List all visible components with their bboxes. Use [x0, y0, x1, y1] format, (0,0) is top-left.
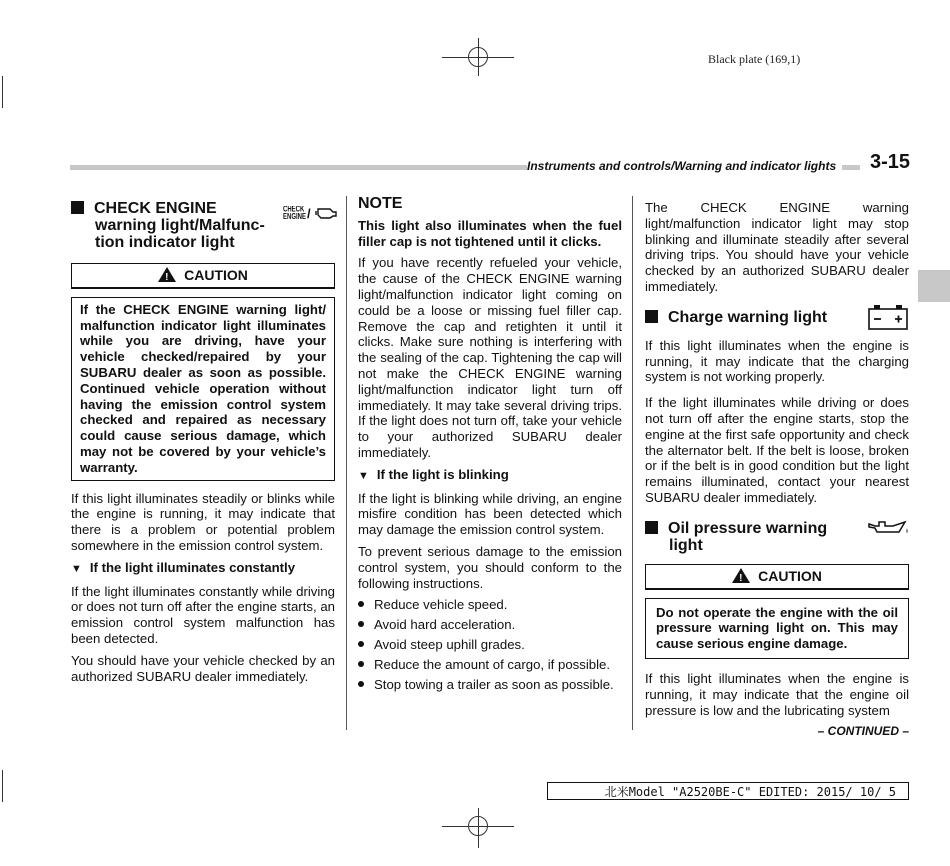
column-3	[645, 200, 909, 740]
paragraph: The CHECK ENGINE warning light/malfunction indicator light may stop blinking and illuminate steadily after several driving trips. You should have your vehicle checked by an authorized SUBARU dealer immediately.	[645, 200, 909, 294]
subheading: ▼ If the light illuminates constantly	[71, 560, 335, 578]
subheading: ▼ If the light is blinking	[358, 467, 622, 485]
plate-label: Black plate (169,1)	[708, 52, 801, 66]
engine-icon	[315, 206, 337, 220]
paragraph: If this light illuminates steadily or blinks while the engine is running, it may indicate that there is a problem or potential problem somewhere in the emission control system.	[71, 490, 335, 553]
paragraph: To prevent serious damage to the emission control system, you should conform to the following instructions.	[358, 543, 622, 591]
continued-label: – CONTINUED –	[817, 724, 909, 739]
section-title: Instruments and controls/Warning and indicator lights	[527, 159, 842, 173]
paragraph: If the light illuminates constantly while driving or does not turn off after the engine starts, an emission control system malfunction has been detected.	[71, 583, 335, 646]
crop-mark	[2, 770, 3, 802]
triangle-bullet-icon: ▼	[358, 469, 369, 482]
paragraph: If the light is blinking while driving, an engine misfire condition has been detected which may damage the emission control system.	[358, 490, 622, 538]
note-paragraph: If you have recently refueled your vehicle, the cause of the CHECK ENGINE warning light/malfunction indicator light coming on could be a loose or missing fuel filler cap. Remove the cap and retighten it until it clicks. Make sure nothing is interfering with the sealing of the cap. Tightening the cap will not make the CHECK ENGINE warning light/malfunction indicator light turn off immediately. It may take several driving trips. If the light does not turn off, take your vehicle to your authorized SUBARU dealer immediately.	[358, 255, 622, 460]
column-2	[358, 196, 622, 696]
section-marker-icon	[71, 201, 84, 214]
bullet-icon	[358, 601, 364, 607]
list-item: Stop towing a trailer as soon as possible.	[358, 677, 622, 693]
note-bold: This light also illuminates when the fuel filler cap is not tightened until it clicks.	[358, 217, 622, 249]
registration-mark	[468, 47, 488, 67]
list-item: Avoid steep uphill grades.	[358, 637, 622, 653]
note-title: NOTE	[358, 195, 403, 212]
check-engine-icon: CHECK ENGINE	[283, 206, 307, 222]
column-1	[71, 200, 335, 690]
chapter-tab	[918, 270, 950, 302]
oil-pressure-heading: Oil pressure warning light	[645, 520, 909, 554]
paragraph: If the light illuminates while driving or does not turn off after the engine starts, stop the engine at the first safe opportunity and check the alternator belt. If the belt is loose, broken or if the belt is in good condition but the light remains illuminated, contact your nearest SUBARU dealer immediately.	[645, 395, 909, 505]
caution-text: If the CHECK ENGINE warning light/ malfunction indicator light illuminates while you are driving, have your vehicle checked/repaired by your SUBARU dealer as soon as possible. Continued vehicle operation without having the emission control system checked and repaired as necessary could cause serious damage, which may not be covered by your vehicle’s warranty.	[71, 297, 335, 481]
check-engine-heading: CHECK ENGINE warning light/Malfunc- tion indicator light CHECK ENGINE /	[71, 200, 335, 251]
battery-icon	[867, 303, 909, 331]
crop-mark	[2, 76, 3, 108]
caution-title: ! CAUTION	[72, 264, 334, 288]
charge-heading: Charge warning light	[645, 309, 909, 326]
bullet-icon	[358, 621, 364, 627]
caution-text: Do not operate the engine with the oil pressure warning light on. This may cause serious engine damage.	[645, 598, 909, 659]
list-item: Reduce the amount of cargo, if possible.	[358, 657, 622, 673]
caution-title: ! CAUTION	[646, 565, 908, 589]
caution-box	[645, 564, 909, 590]
warning-triangle-icon: !	[158, 267, 176, 282]
caution-box	[71, 263, 335, 289]
paragraph: You should have your vehicle checked by an authorized SUBARU dealer immediately.	[71, 652, 335, 684]
section-marker-icon	[645, 310, 658, 323]
bullet-icon	[358, 681, 364, 687]
list-item: Reduce vehicle speed.	[358, 597, 622, 613]
page-number: 3-15	[870, 151, 911, 173]
bullet-icon	[358, 661, 364, 667]
edition-footer: 北米Model "A2520BE-C" EDITED: 2015/ 10/ 5	[547, 782, 909, 800]
oil-can-icon	[867, 516, 911, 538]
registration-mark	[468, 816, 488, 836]
column-rule	[346, 196, 347, 730]
column-rule	[632, 196, 633, 730]
list-item: Avoid hard acceleration.	[358, 617, 622, 633]
warning-triangle-icon: !	[732, 568, 750, 583]
paragraph: If this light illuminates when the engine is running, it may indicate that the charging system is not working properly.	[645, 337, 909, 385]
triangle-bullet-icon: ▼	[71, 562, 82, 575]
section-marker-icon	[645, 521, 658, 534]
paragraph: If this light illuminates when the engine is running, it may indicate that the engine oil pressure is low and the lubricating system	[645, 670, 909, 718]
bullet-icon	[358, 641, 364, 647]
